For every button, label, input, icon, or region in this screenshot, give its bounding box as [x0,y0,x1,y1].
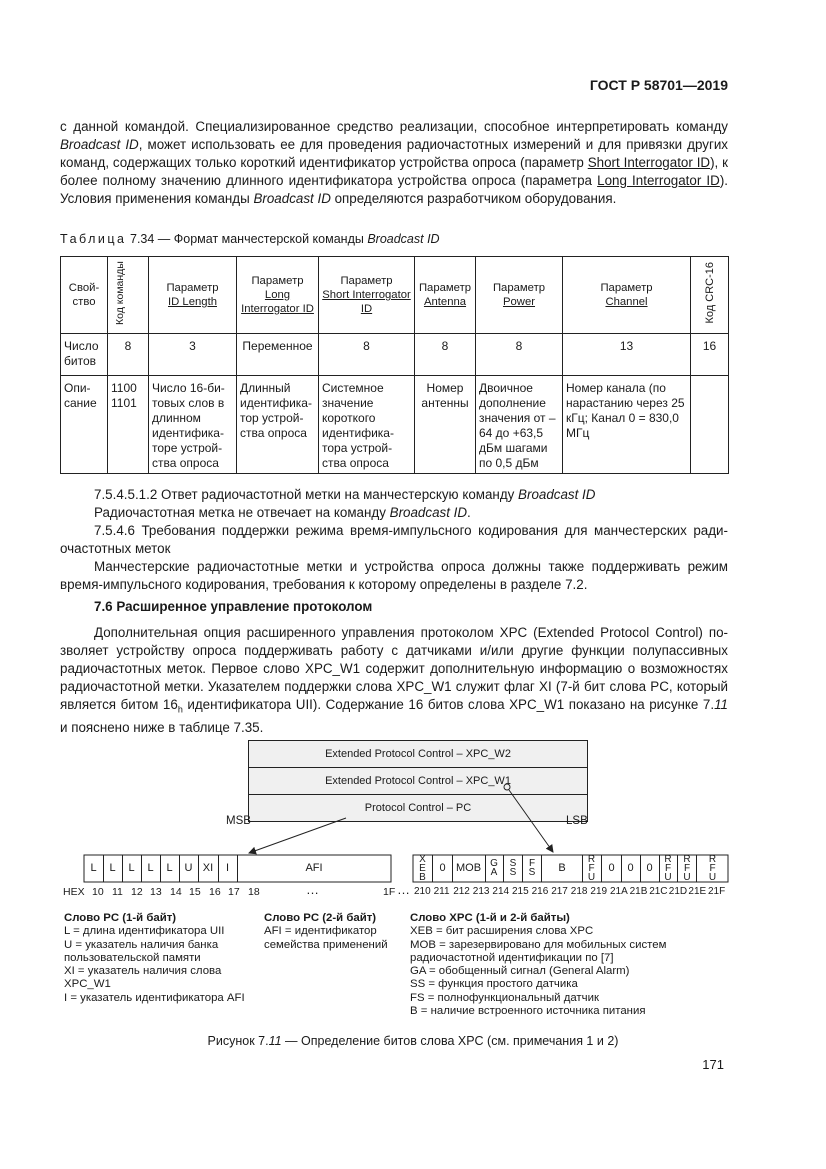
hex-label: 215 [512,886,529,897]
hex-label: 21E [688,886,707,897]
legend-xpc: Слово XPC (1-й и 2-й байты) XEB = бит расширения слова XPC MOB = зарезервировано для мобильных систем радиочастотной идентификации по [7] GA = обобщенный сигнал (General Alarm) SS = функция простого датчика FS = полнофункциональный датчик B = наличие встроенного источника питания [410,912,667,1018]
table-cell: Описание [61,376,108,474]
xpc-w1-box: Extended Protocol Control – XPC_W1 [248,767,588,795]
hex-label: 11 [112,886,123,898]
hex-label: 21C [649,886,668,897]
header-cell: Код команды [108,257,149,334]
hex-label: 216 [531,886,549,897]
xpc-w2-box: Extended Protocol Control – XPC_W2 [248,740,588,768]
hex-dots-mid: … [306,882,319,897]
table-cell: 1100 1101 [108,376,149,474]
table-cell: 8 [415,334,476,376]
header-cell: Параметр Antenna [415,257,476,334]
hex-label: 12 [131,886,143,898]
table-cell: 3 [149,334,237,376]
xpc-bit-cell: G A [485,855,504,882]
table-cell: Двоичное дополнение значения от –64 до +63,5 дБм шагами по 0,5 дБм [476,376,563,474]
hex-label: 212 [453,886,470,897]
table-cell: Число битов [61,334,108,376]
xpc-bit-cell: S S [504,855,523,882]
xpc-bit-cell: R F U [659,855,678,882]
xpc-bit-cell: X E B [413,855,433,882]
pc-bit-cell: XI [198,855,219,882]
table-cell: Номер канала (по нарастанию через 25 кГц; Канал 0 = 830,0 МГц [563,376,691,474]
table-cell: 8 [476,334,563,376]
xpc-bit-cell: 0 [602,855,622,882]
xpc-bit-cell: MOB [452,855,486,882]
hex-label: 21B [629,886,648,897]
xpc-bit-cell: 0 [433,855,453,882]
legend-pc-byte2: Слово PC (2-й байт) AFI = идентификатор семейства применений [264,912,388,951]
section-76-title: 7.6 Расширенное управление протоколом [94,599,373,614]
header-cell: Параметр Channel [563,257,691,334]
table-cell: 8 [319,334,415,376]
lsb-label: LSB [566,815,588,827]
header-cell: Код CRC-16 [691,257,729,334]
hex-label: 217 [551,886,568,897]
table-cell: Номер антенны [415,376,476,474]
hex-label: 213 [472,886,490,897]
xpc-bit-cell: 0 [621,855,641,882]
manchester-support-text: Манчестерские радиочастотные метки и устройства опроса должны также поддерживать режим время-импульсного кодирования, требования к которому определены в разделе 7.2. [60,559,728,592]
hex-label: 219 [590,886,608,897]
hex-label: 210 [414,886,431,897]
xpc-w1-origin [504,784,510,790]
xpc-bit-cell: F S [523,855,542,882]
msb-arrow [249,818,346,853]
hex-label: 15 [189,886,201,898]
page-number: 171 [702,1057,724,1072]
hex-label: 214 [492,886,510,897]
hex-label: 218 [570,886,588,897]
header-cell: Параметр Short Interrogator ID [319,257,415,334]
table-caption: Таблица 7.34 — Формат манчестерской команды Broadcast ID [60,232,440,246]
hex-label: 21A [610,886,628,897]
legend-pc-byte1: Слово PC (1-й байт) L = длина идентификатора UII U = указатель наличия банка пользовательской памяти XI = указатель наличия слова XPC_W1 I = указатель идентификатора AFI [64,912,245,1004]
pc-bit-cell: L [84,855,104,882]
hex-label: 21D [668,886,688,897]
xpc-arrow [509,790,553,852]
msb-label: MSB [226,815,251,827]
xpc-bit-cell: R F U [708,854,717,883]
hex-label: 14 [170,886,182,898]
document-header: ГОСТ Р 58701—2019 [589,77,728,93]
hex-label: 16 [209,886,221,898]
pc-bit-cell: L [141,855,161,882]
xpc-bit-cell: 0 [640,855,660,882]
hex-label: HEX [63,886,85,898]
hex-label: 17 [228,886,240,898]
table-cell: Переменное [237,334,319,376]
header-cell: Параметр Power [476,257,563,334]
hex-1f-label: 1F [383,886,396,898]
pc-bit-cell: L [103,855,123,882]
hex-label: 10 [92,886,104,898]
pc-bit-cell: AFI [305,862,323,874]
hex-label: 21F [708,886,726,897]
section-76-paragraph: Дополнительная опция расширенного управления протоколом XPC (Extended Protocol Control) позволяет устройству опроса поддерживать работу с датчиками и/или другие функции полупассивных радиочастотных меток. Первое слово XPC_W1 содержит дополнительную информацию о возможностях радиочастотной метки. Указателем поддержки слова XPC_W1 служит флаг XI (7-й бит слова PC, который является битом $16_h$ идентификатора UII). Содержание 16 битов слова XPC_W1 показано на рисунке 7.11 и пояснено ниже в таблице 7.35. [60,625,728,735]
header-cell: Свойство [61,257,108,334]
hex-label: 18 [248,886,260,898]
hex-label: 211 [433,886,450,897]
pc-bit-cell: L [160,855,180,882]
header-cell: Параметр ID Length [149,257,237,334]
table-cell: Число 16-битовых слов в длинном идентификаторе устройства опроса [149,376,237,474]
table-cell: 13 [563,334,691,376]
table-cell: 8 [108,334,149,376]
table-cell: Системное значение короткого идентификатора устройства опроса [319,376,415,474]
pc-bit-cell: I [218,855,238,882]
pc-bit-cell: U [179,855,199,882]
pc-bit-cell: L [122,855,142,882]
xpc-bit-cell: R F U [582,855,602,882]
section-7546: 7.5.4.6 Требования поддержки режима время-импульсного кодирования для манчестерских радиочастотных меток [60,523,728,556]
xpc-bit-cell: R F U [678,855,697,882]
hex-label: 13 [150,886,162,898]
table-cell: 16 [691,334,729,376]
hex-dots-gap: … [397,882,410,897]
figure-caption: Рисунок 7.11 — Определение битов слова XPC (см. примечания 1 и 2) [207,1034,619,1048]
intro-paragraph: с данной командой. Специализированное средство реализации, способное интерпретировать команду Broadcast ID, может использовать ее для проведения радиочастотных измерений и для привязки других команд, содержащих только короткий идентификатор устройства опроса (параметр Short Interrogator ID), к более полному значению длинного идентификатора устройства опроса (параметра Long Interrogator ID). Условия применения команды Broadcast ID определяются разработчиком оборудования. [60,119,729,206]
xpc-bit-cell: B [542,855,583,882]
table-cell: Длинный идентификатор устройства опроса [237,376,319,474]
pc-box: Protocol Control – PC [248,794,588,822]
header-cell: Параметр Long Interrogator ID [237,257,319,334]
tag-no-response-text: Радиочастотная метка не отвечает на команду Broadcast ID. [94,505,471,520]
section-75451-2: 7.5.4.5.1.2 Ответ радиочастотной метки на манчестерскую команду Broadcast ID [94,487,596,502]
